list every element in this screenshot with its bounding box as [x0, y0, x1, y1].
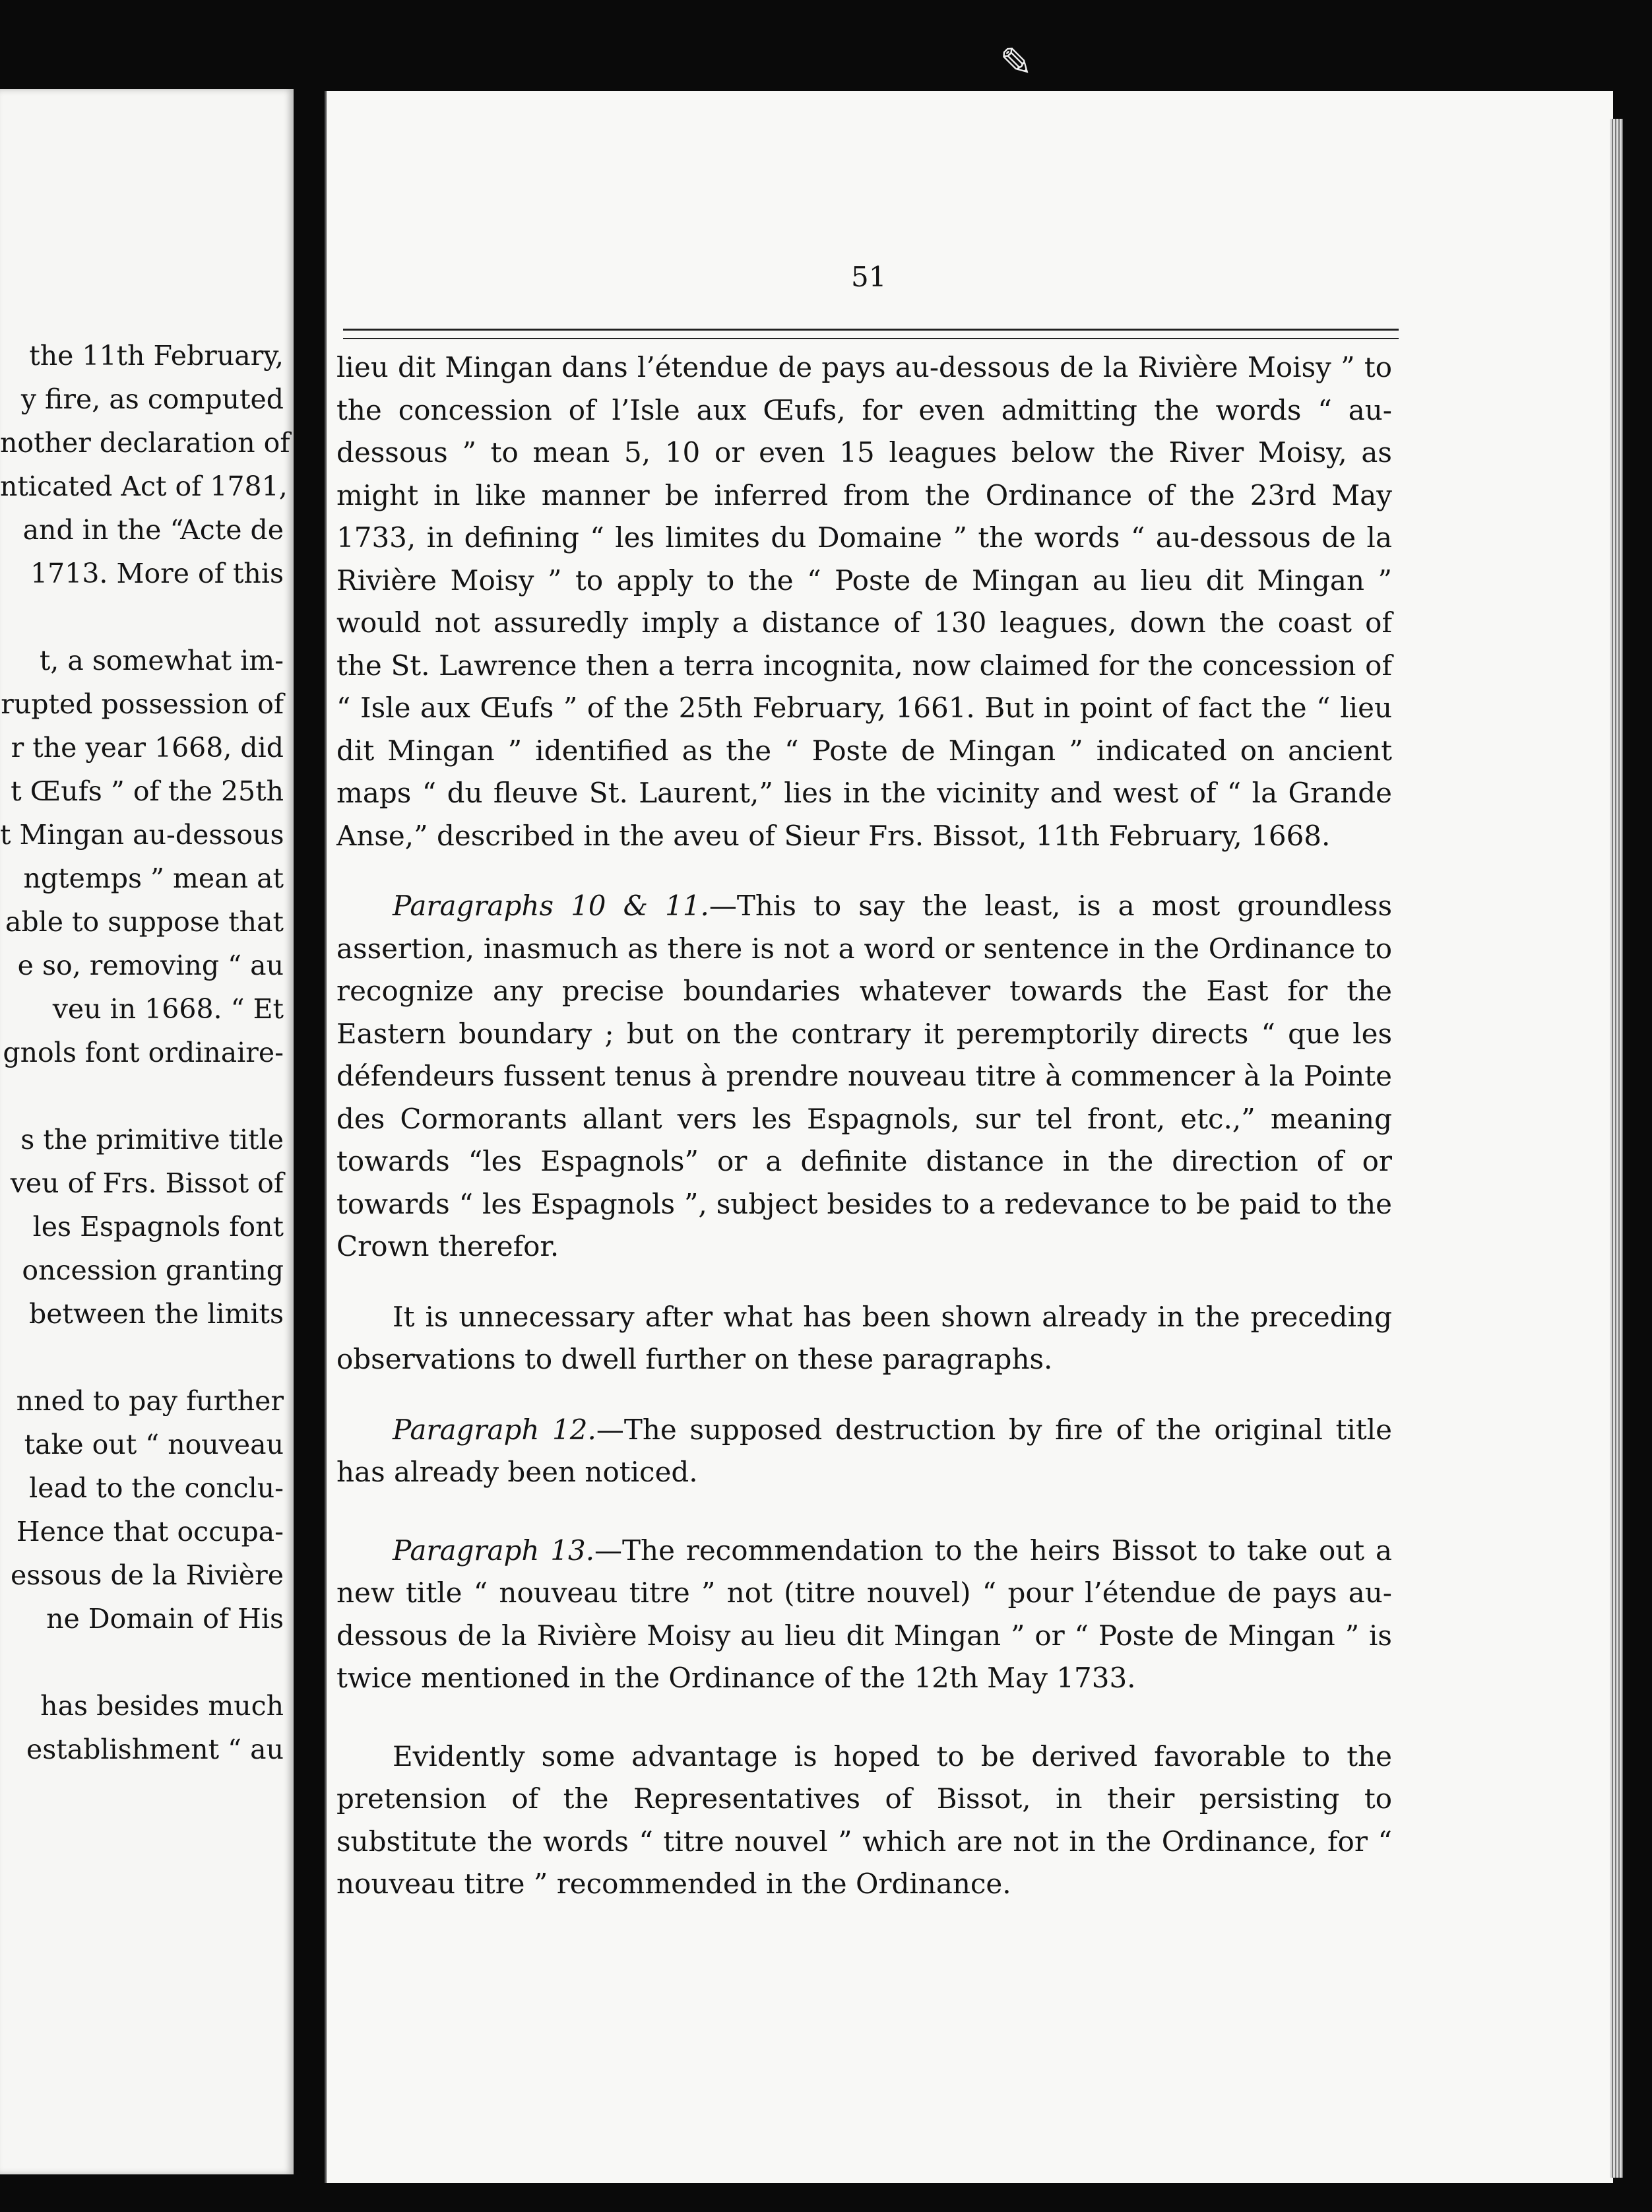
left-page-line: r the year 1668, did	[11, 732, 284, 764]
left-page-line: nother declaration of	[0, 427, 290, 459]
left-page-line: veu in 1668. “ Et	[52, 993, 284, 1025]
main-text	[336, 346, 1392, 1906]
left-page-line: the 11th February,	[29, 340, 284, 372]
paragraph-unnecessary: It is unnecessary after what has been shown already in the preceding observations to dwell further on these paragraphs.	[336, 1300, 1392, 1375]
left-page-line: nticated Act of 1781,	[0, 471, 288, 502]
left-page-line: establishment “ au	[26, 1734, 284, 1765]
left-page-line: t Œufs ” of the 25th	[11, 775, 284, 807]
page-edges	[1610, 119, 1623, 2178]
left-page-line: Hence that occupa-	[16, 1516, 284, 1547]
paragraph-continuation: lieu dit Mingan dans l’étendue de pays au-dessous de la Rivière Moisy ” to the concession of l’Isle aux Œufs, for even admitting the words “ au-dessous ” to mean 5, 10 or even 15 leagues below the River Moisy, as might in like manner be inferred from the Ordinance of the 23rd May 1733, in defining “ les limites du Domaine ” the words “ au-dessous de la Rivière Moisy ” to apply to the “ Poste de Mingan au lieu dit Mingan ” would not assuredly imply a distance of 130 leagues, down the coast of the St. Lawrence then a terra incognita, now claimed for the concession of “ Isle aux Œufs ” of the 25th February, 1661. But in point of fact the “ lieu dit Mingan ” identified as the “ Poste de Mingan ” indicated on ancient maps “ du fleuve St. Laurent,” lies in the vicinity and west of “ la Grande Anse,” described in the aveu of Sieur Frs. Bissot, 11th February, 1668.	[336, 351, 1392, 852]
left-page-line: s the primitive title	[20, 1124, 284, 1155]
paragraph-heading: Paragraph 12.	[393, 1413, 596, 1446]
handwritten-mark: ✎	[1000, 40, 1033, 86]
left-page-line: rupted possession of	[1, 688, 284, 720]
page-number: 51	[851, 261, 887, 293]
left-page-line: veu of Frs. Bissot of	[10, 1167, 284, 1199]
paragraph-12	[336, 1409, 1392, 1494]
left-page-line: oncession granting	[22, 1254, 284, 1286]
left-page-line: nned to pay further	[16, 1385, 284, 1417]
paragraph-13	[336, 1530, 1392, 1700]
paragraph-10-11	[336, 885, 1392, 1268]
paragraph-heading: Paragraph 13.	[393, 1534, 595, 1567]
left-page-line: y fire, as computed	[20, 383, 284, 415]
left-page-line: gnols font ordinaire-	[3, 1037, 284, 1068]
paragraph-heading: Paragraphs 10 & 11.	[393, 890, 709, 922]
paragraph-body: —The recommendation to the heirs Bissot to take out a new title “ nouveau titre ” not (titre nouvel) “ pour l’étendue de pays au-dessous de la Rivière Moisy au lieu dit Mingan ” or “ Poste de Mingan ” is twice mentioned in the Ordinance of the 12th May 1733.	[336, 1534, 1392, 1694]
left-page-line: and in the “Acte de	[22, 514, 284, 546]
left-page-line: has besides much	[40, 1690, 284, 1722]
left-page-line: lead to the conclu-	[29, 1472, 284, 1504]
left-page-line: ngtemps ” mean at	[23, 862, 284, 894]
left-page-line: 1713. More of this	[30, 558, 284, 589]
left-page-line: between the limits	[29, 1298, 284, 1330]
left-page-line: ne Domain of His	[46, 1603, 284, 1635]
paragraph-body: —The supposed destruction by fire of the original title has already been noticed.	[336, 1413, 1393, 1488]
left-page-line: les Espagnols font	[32, 1211, 284, 1243]
left-page-line: t Mingan au-dessous	[0, 819, 284, 851]
header-rule	[343, 329, 1399, 331]
left-page	[0, 89, 294, 2174]
left-page-line: e so, removing “ au	[17, 950, 284, 981]
header-rule-thin	[343, 338, 1399, 339]
left-page-line: essous de la Rivière	[10, 1559, 284, 1591]
left-page-line: able to suppose that	[5, 906, 284, 938]
paragraph-evidently: Evidently some advantage is hoped to be derived favorable to the pretension of the Representatives of Bissot, in their persisting to substitute the words “ titre nouvel ” which are not in the Ordinance, for “ nouveau titre ” recommended in the Ordinance.	[336, 1740, 1392, 1900]
paragraph-body: —This to say the least, is a most groundless assertion, inasmuch as there is not a word or sentence in the Ordinance to recognize any precise boundaries whatever towards the East for the Eastern boundary ; but on the contrary it peremptorily directs “ que les défendeurs fussent tenus à prendre nouveau titre à commencer à la Pointe des Cormorants allant vers les Espagnols, sur tel front, etc.,” meaning towards “les Espagnols” or a definite distance in the direction of or towards “ les Espagnols ”, subject besides to a redevance to be paid to the Crown therefor.	[336, 890, 1392, 1262]
left-page-line: t, a somewhat im-	[39, 645, 284, 676]
left-page-line: take out “ nouveau	[24, 1429, 284, 1460]
